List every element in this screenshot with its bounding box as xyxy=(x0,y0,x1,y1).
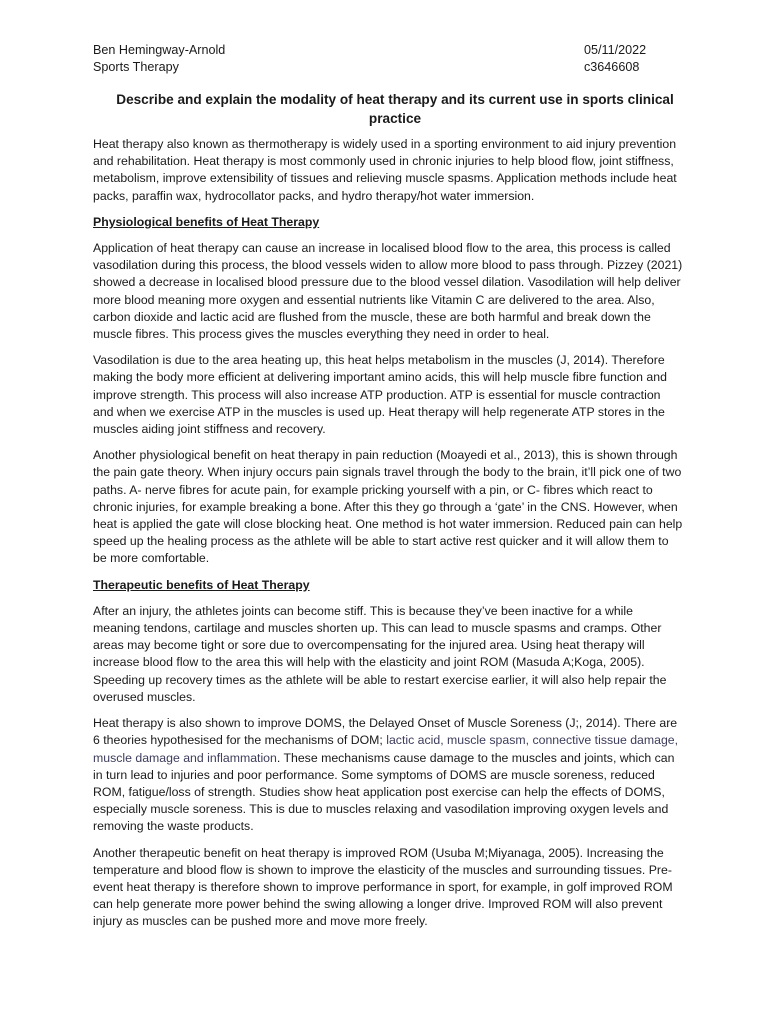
therapeutic-paragraph-1: After an injury, the athletes joints can become stiff. This is because they’ve been inactive for a while meaning tendons, cartilage and muscles shorten up. This can lead to muscle spasms and cramps. Other areas may become tight or sore due to overcompensating for the injured area. Using heat therapy will increase blood flow to the area this will help with the elasticity and joint ROM (Masuda A;Koga, 2005). Speeding up recovery times as the athlete will be able to restart exercise earlier, it will also help repair the overused muscles. xyxy=(93,603,667,704)
intro-paragraph: Heat therapy also known as thermotherapy is widely used in a sporting environment to aid injury prevention and rehabilitation. Heat therapy is most commonly used in chronic injuries to help blood flow, joint stiffness, metabolism, improve extensibility of tissues and relieving muscle spasms. Application methods include heat packs, paraffin wax, hydrocollator packs, and hydro therapy/hot water immersion. xyxy=(93,137,677,203)
course-name: Sports Therapy xyxy=(93,60,179,74)
therapeutic-paragraph-2 xyxy=(93,715,683,835)
document-date: 05/11/2022 xyxy=(584,43,647,57)
section-heading-therapeutic: Therapeutic benefits of Heat Therapy xyxy=(93,577,310,592)
section-heading-physiological: Physiological benefits of Heat Therapy xyxy=(93,214,320,229)
physiological-paragraph-2: Vasodilation is due to the area heating up, this heat helps metabolism in the muscles (J, 2014). Therefore making the body more efficient at delivering important amino acids, this will help muscle fibre function and improve strength. This process will also increase ATP production. ATP is essential for muscle contraction and when we exercise ATP in the muscles is used up. Heat therapy will help regenerate ATP stores in the muscles aiding joint stiffness and recovery. xyxy=(93,353,667,437)
doms-continuation-text: . These mechanisms cause damage to the muscles and joints, which can in turn lead to injuries and poor performance. Some symptoms of DOMS are muscle soreness, reduced ROM, fatigue/loss of strength. Studies show heat application post exercise can help the effects of DOMS, especially muscle soreness. This is due to muscles relaxing and vasodilation improving oxygen levels and removing the waste products. xyxy=(93,750,675,834)
author-name: Ben Hemingway-Arnold xyxy=(93,43,226,57)
header-left xyxy=(93,42,225,76)
physiological-paragraph-3: Another physiological benefit on heat therapy in pain reduction (Moayedi et al., 2013), this is shown through the pain gate theory. When injury occurs pain signals travel through the body to the brain, it’ll pick one of two paths. A- nerve fibres for acute pain, for example pricking yourself with a pin, or C- fibres which react to chronic injuries, for example breaking a bone. After this they go through a ‘gate’ in the CNS. However, when heat is applied the gate will close blocking heat. One method is hot water immersion. Reduced pain can help speed up the healing process as the athlete will be able to start active rest quicker and it will allow them to be more comfortable. xyxy=(93,448,683,566)
doms-intro-text: Heat therapy is also shown to improve DOMS, the Delayed Onset of Muscle Soreness (J;, 2014). There are 6 theories hypothesised for the mechanisms of DOM; xyxy=(93,716,678,748)
document-title: Describe and explain the modality of heat therapy and its current use in sports clinical practice xyxy=(116,92,674,126)
student-id: c3646608 xyxy=(584,60,640,74)
therapeutic-paragraph-3: Another therapeutic benefit on heat therapy is improved ROM (Usuba M;Miyanaga, 2005). Increasing the temperature and blood flow is shown to improve the elasticity of the muscles and surrounding tissues. Pre-event heat therapy is therefore shown to improve performance in sport, for example, in golf improved ROM can help generate more power behind the swing allowing a longer drive. Improved ROM will also prevent injury as muscles can be pushed more and move more freely. xyxy=(93,845,673,929)
physiological-paragraph-1: Application of heat therapy can cause an increase in localised blood flow to the area, this process is called vasodilation during this process, the blood vessels widen to allow more blood to pass through. Pizzey (2021) showed a decrease in localised blood pressure due to the blood vessel dilation. Vasodilation will help deliver more blood meaning more oxygen and essential nutrients like Vitamin C are delivered to the area. Also, carbon dioxide and lactic acid are flushed from the muscle, these are both harmful and break down the muscle fibres. This process gives the muscles everything they need in order to heal. xyxy=(93,241,683,342)
header-right xyxy=(584,42,646,76)
doms-mechanisms-list: lactic acid, muscle spasm, connective tissue damage, muscle damage and inflammation xyxy=(93,733,679,765)
document-body xyxy=(93,136,683,940)
